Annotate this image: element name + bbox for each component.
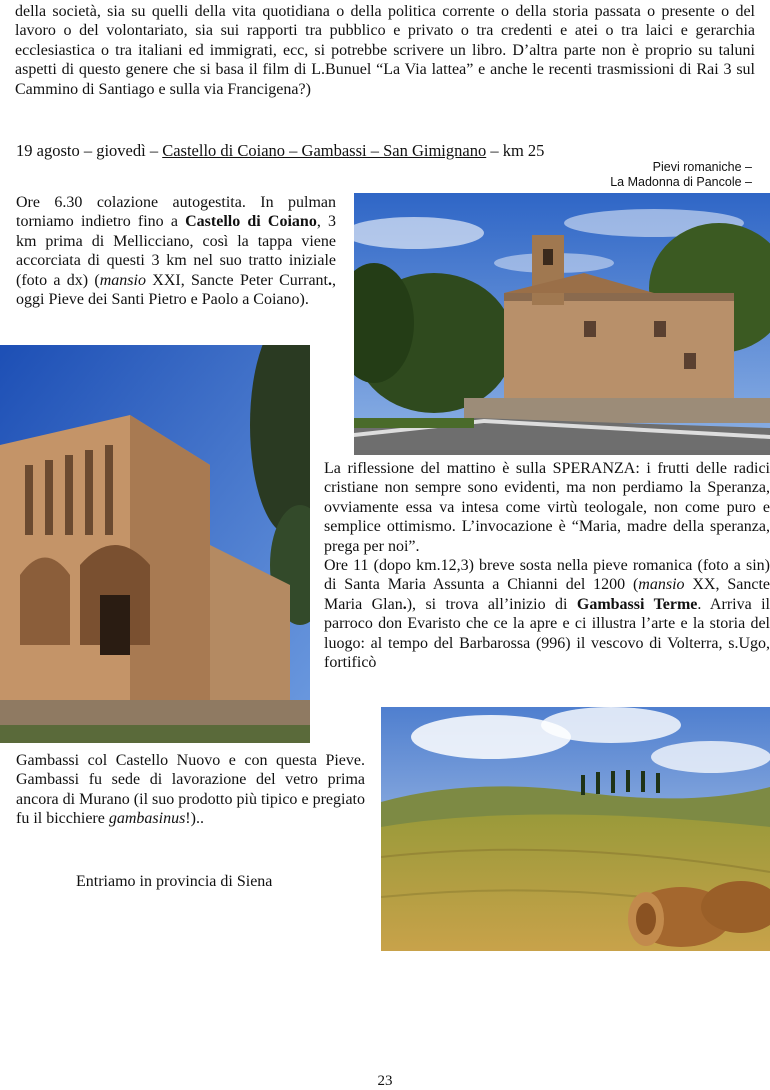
closing-line: Entriamo in provincia di Siena [76,873,273,890]
intro-paragraph: della società, sia su quelli della vita quotidiana o della politica corrente o della storia passata o presente o del lavoro o del volontariato, sia sui rapporti tra pubblico e privato o tra credenti e atei o tra laici e gerarchia ecclesiastica o tra italiani ed immigrati, ecc, si potrebbe scrivere un libro. D’altra parte non è proprio su taluni aspetti di questo genere che si basa il film di L.Bunuel “La Via lattea” e anche le recenti trasmissioni di Rai 3 sul Cammino di Santiago e sulla via Francigena?) [15,3,755,98]
side-labels [492,160,752,190]
day-route: Castello di Coiano – Gambassi – San Gimignano [162,141,487,160]
place-gambassi-terme: Gambassi Terme [576,595,698,613]
side-label-pievi: Pievi romaniche – [652,160,752,174]
gambassi-paragraph: Gambassi col Castello Nuovo e con questa Pieve. Gambassi fu sede di lavorazione del vetro prima ancora di Murano (il suo prodotto più tipico e pregiato fu il bicchiere gambasinus!).. [16,752,365,828]
day-header [16,141,544,161]
side-label-madonna: La Madonna di Pancole – [610,175,752,189]
day-date: 19 agosto – giovedì – [16,141,163,160]
romanesque-pieve-photo [0,345,310,743]
place-castello-coiano: Castello di Coiano [185,213,317,231]
tuscan-hills-photo [381,707,770,951]
coiano-paragraph: Ore 6.30 colazione autogestita. In pulman torniamo indietro fino a Castello di Coiano, 3 km prima di Mellicciano, così la tappa viene accorciata di questi 3 km nel suo tratto iniziale (foto a dx) (mansio XXI, Sancte Peter Currant., oggi Pieve dei Santi Pietro e Paolo a Coiano). [16,194,337,309]
page-number: 23 [377,1073,393,1089]
speranza-paragraph: La riflessione del mattino è sulla SPERANZA: i frutti delle radici cristiane non sempre sono evidenti, ma non perdiamo la Speranza, ovviamente essa va intesa come virtù teologale, non come puro e semplice ottimismo. L’invocazione è “Maria, madre della speranza, prega per noi”. Ore 11 (dopo km.12,3) breve sosta nella pieve romanica (foto a sin) di Santa Maria Assunta a Chianni del 1200 (mansio XX, Sancte Maria Glan.), si trova all’inizio di Gambassi Terme. Arriva il parroco don Evaristo che ce la apre e ci illustra l’arte e la storia del luogo: al tempo del Barbarossa (996) il vescovo di Volterra, s.Ugo, fortificò [324,460,770,672]
church-castle-photo [354,193,770,455]
day-distance: – km 25 [486,141,545,160]
